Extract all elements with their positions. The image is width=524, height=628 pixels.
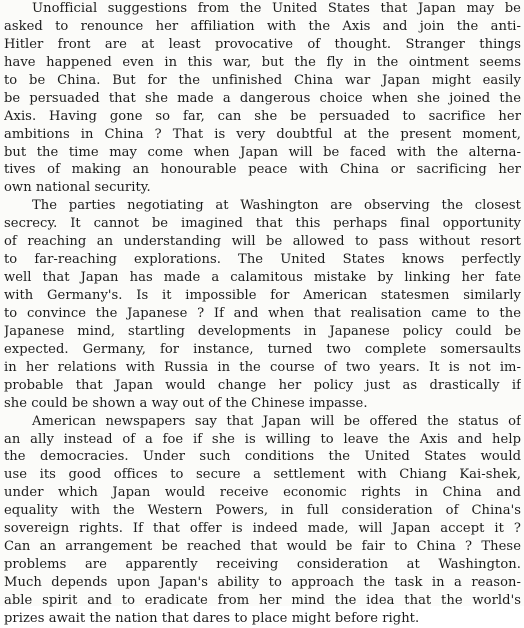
- text-line: Hitler front are at least provocative of thought. Stranger things: [4, 36, 521, 52]
- text-line: The parties negotiating at Washington are observing the closest: [32, 198, 521, 214]
- text-line: the democracies. Under such conditions the United States would: [4, 449, 521, 465]
- text-line: American newspapers say that Japan will be offered the status of: [32, 413, 521, 429]
- text-line: equality with the Western Powers, in full consideration of China's: [4, 503, 521, 519]
- text-line: Much depends upon Japan's ability to approach the task in a reason-: [4, 575, 521, 590]
- paragraph-3: [4, 413, 521, 628]
- text-line: to far-reaching explorations. The United States knows perfectly: [4, 252, 521, 268]
- text-line: under which Japan would receive economic rights in China and: [4, 485, 521, 501]
- text-line: with Germany's. Is it impossible for American statesmen similarly: [4, 288, 521, 303]
- text-line: problems are apparently receiving consideration at Washington.: [4, 557, 521, 573]
- paragraph-2: [4, 197, 521, 412]
- text-line: able spirit and to eradicate from her mind the idea that the world's: [4, 592, 521, 608]
- text-line: an ally instead of a foe if she is willing to leave the Axis and help: [4, 431, 521, 447]
- text-line: use its good offices to secure a settlement with Chiang Kai-shek,: [4, 467, 521, 483]
- text-line: tives of making an honourable peace with China or sacrificing her: [4, 162, 521, 178]
- text-line: be persuaded that she made a dangerous choice when she joined the: [4, 90, 521, 106]
- text-line: expected. Germany, for instance, turned two complete somersaults: [4, 341, 521, 357]
- text-line: Can an arrangement be reached that would be fair to China ? These: [4, 539, 521, 555]
- text-line: she could be shown a way out of the Chinese impasse.: [4, 395, 368, 411]
- text-line: Axis. Having gone so far, can she be persuaded to sacrifice her: [4, 108, 521, 124]
- text-line: asked to renounce her affiliation with the Axis and join the anti-: [4, 18, 521, 34]
- text-line: ambitions in China ? That is very doubtful at the present moment,: [4, 126, 521, 142]
- text-line: own national security.: [4, 180, 151, 196]
- text-line: prizes await the nation that dares to place might before right.: [4, 610, 420, 626]
- text-line: to be China. But for the unfinished China war Japan might easily: [4, 72, 521, 88]
- text-line: of reaching an understanding will be allowed to pass without resort: [4, 234, 521, 250]
- text-line: but the time may come when Japan will be faced with the alterna-: [4, 144, 521, 160]
- text-line: to convince the Japanese ? If and when that realisation came to the: [4, 305, 521, 321]
- paragraph-1: [4, 0, 521, 197]
- text-line: Unofficial suggestions from the United States that Japan may be: [32, 1, 521, 16]
- text-line: well that Japan has made a calamitous mistake by linking her fate: [4, 270, 521, 286]
- text-line: Japanese mind, startling developments in Japanese policy could be: [4, 323, 521, 339]
- text-line: probable that Japan would change her policy just as drastically if: [4, 377, 521, 393]
- text-line: in her relations with Russia in the course of two years. It is not im-: [4, 359, 521, 375]
- text-line: sovereign rights. If that offer is indeed made, will Japan accept it ?: [4, 521, 521, 537]
- text-line: secrecy. It cannot be imagined that this perhaps final opportunity: [4, 216, 521, 232]
- article-column: [4, 0, 521, 628]
- text-line: have happened even in this war, but the fly in the ointment seems: [4, 54, 521, 70]
